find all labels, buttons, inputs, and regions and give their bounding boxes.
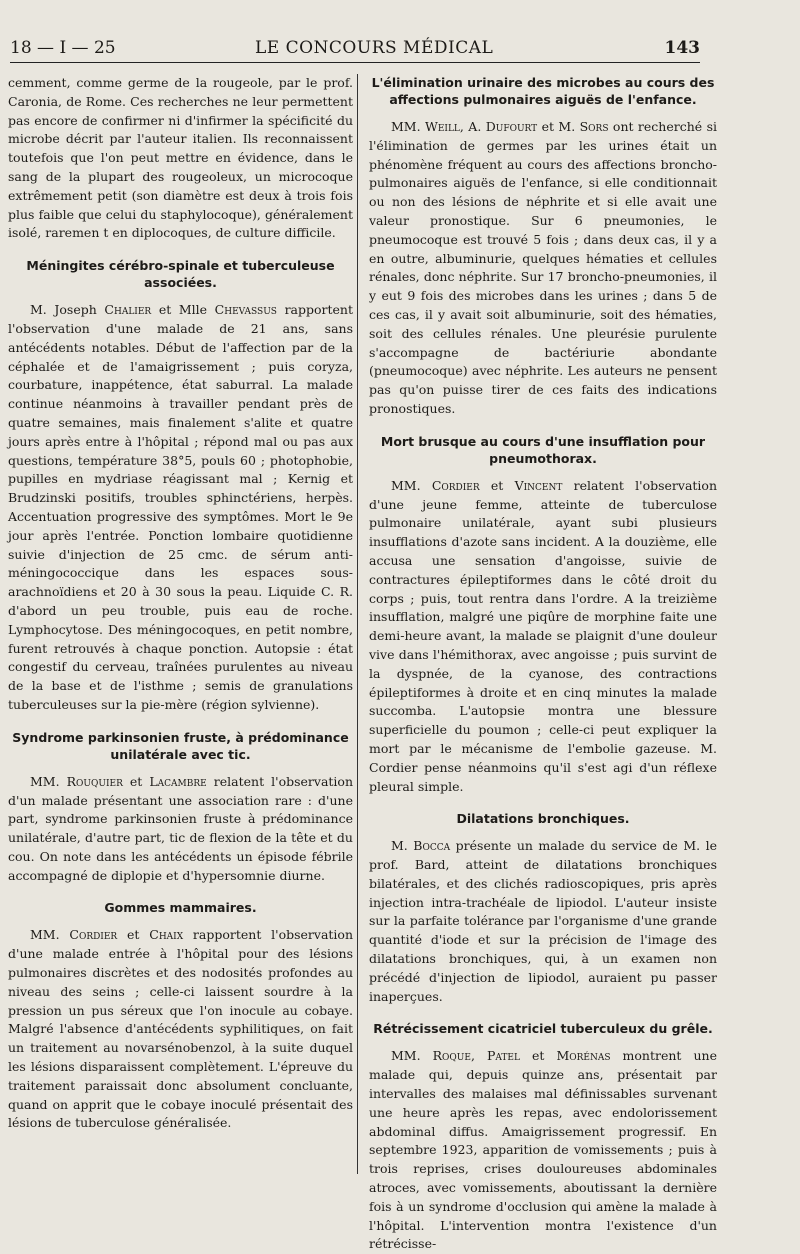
- author-name: Patel: [486, 1048, 520, 1064]
- authors-joiner: et: [519, 1048, 557, 1064]
- author-name: Lacambre: [149, 773, 207, 789]
- authors-joiner: ,: [470, 1048, 487, 1064]
- body-text: rapportent l'observation d'une malade de 21 ans, sans antécédents notables. Début de l'affection par de la céphalée et de l'amaigrissement ; puis coryza, courbature, inappétence, état saburral. La malade continue néanmoins à travailler pendant près de quatre semaines, mais finalement s'alite et quatre jours après entre à l'hôpital ; répond mal ou pas aux questions, température 38°5, pouls 60 ; photophobie, pupilles en mydriase réagissant mal ; Kernig et Brudzinski positifs, troubles sphinctériens, herpès. Accentuation progressive des symptômes. Mort le 9e jour après l'entrée. Ponction lombaire quotidienne suivie d'injection de 25 cmc. de sérum anti-méningococcique dans les espaces sous-arachnoïdiens et 20 à 30 sous la peau. Liquide C. R. d'abord un peu trouble, puis eau de roche. Lymphocytose. Des méningocoques, en petit nombre, furent retrouvés à chaque ponction. Autopsie : état congestif du cerveau, traînées purulentes au niveau de la base et de l'isthme ; semis de granulations tuberculeuses sur la pie-mère (région sylvienne).: [8, 302, 353, 712]
- section-body-retrecissement: [369, 1047, 717, 1254]
- author-name: Weill: [424, 119, 460, 134]
- author-name: Cordier: [431, 477, 480, 493]
- body-text: rapportent l'observation d'une malade entrée à l'hôpital pour des lésions pulmonaires discrètes et des nodosités profondes au niveau des seins ; celle-ci laissent sourdre à la pression un pus séreux que l'on inocule au cobaye. Malgré l'absence d'antécédents syphilitiques, on fait un traitement au novarsénobenzol, à la suite duquel les lésions disparaissent complètement. L'épreuve du traitement paraissait donc absolument concluante, quand on apprit que le cobaye inoculé présentait des lésions de tuberculose généralisée.: [8, 927, 354, 1131]
- author-name: Rouquier: [66, 773, 123, 789]
- author-name: Roque: [432, 1048, 471, 1064]
- journal-title: LE CONCOURS MÉDICAL: [255, 38, 494, 58]
- section-body-elimination: [369, 118, 717, 419]
- body-text: ont recherché si l'élimination de germes par les urines était un phénomène fréquent au cours des affections broncho-pulmonaires aiguës de l'enfance, si elle conditionnait ou non des lésions de néphrite et si elle avait une valeur pronostique. Sur 6 pneumonies, le pneumocoque est trouvé 5 fois ; dans deux cas, il y a en outre, albuminurie, quelques hématies et cellules rénales, donc néphrite. Sur 17 broncho-pneumonies, il y eut 9 fois des microbes dans les urines ; dans 5 de ces cas, il y avait soit albuminurie, soit des hématies, soit des cellules rénales. Une pleurésie purulente s'accompagne de bactériurie abondante (pneumocoque) avec néphrite. Les auteurs ne pensent pas qu'on puisse tirer de ces faits des indications pronostiques.: [369, 119, 717, 416]
- authors-prefix: MM.: [30, 927, 70, 943]
- body-text: montrent une malade qui, depuis quinze ans, présentait par intervalles des malaises mal définissables survenant une heure après les repas, avec endolorissement abdominal diffus. Amaigrissement progressif. En septembre 1923, apparition de vomissements ; puis à trois reprises, crises douloureuses abdominales atroces, avec vomissements, aboutissant la dernière fois à un syndrome d'occlusion qui amène la malade à l'hôpital. L'intervention montra l'existence d'un rétrécisse-: [369, 1048, 717, 1252]
- left-column: [8, 74, 353, 1133]
- section-title-gommes: Gommes mammaires.: [104, 900, 257, 916]
- author-name: Sors: [579, 119, 609, 134]
- column-divider: [357, 74, 358, 1174]
- section-title-meningites: Méningites cérébro-spinale et tuberculeuse associées.: [26, 258, 335, 291]
- author-name: Chaix: [149, 927, 184, 943]
- authors-joiner: et: [117, 927, 150, 943]
- section-title-dilatations: Dilatations bronchiques.: [456, 811, 630, 827]
- authors-prefix: MM.: [30, 773, 67, 789]
- authors-joiner: et M.: [537, 119, 580, 134]
- authors-joiner: et: [479, 477, 515, 493]
- section-title-parkinson: Syndrome parkinsonien fruste, à prédominance unilatérale avec tic.: [12, 729, 349, 762]
- body-text: présente un malade du service de M. le prof. Bard, atteint de dilatations bronchiques bilatérales, et des clichés radioscopiques, pris après injection intra-trachéale de lipiodol. L'auteur insiste sur la parfaite tolérance par l'organisme d'une grande quantité d'iode et sur la précision de l'image des dilatations bronchiques, qui, à un examen non précédé d'injection de lipiodol, auraient pu passer inaperçues.: [369, 838, 717, 1004]
- body-text: relatent l'observation d'une jeune femme, atteinte de tuberculose pulmonaire unilatérale, ayant subi plusieurs insufflations d'azote sans incident. A la douzième, elle accusa une sensation d'angoisse, suivie de contractures épileptiformes dans le côté droit du corps ; puis, tout rentra dans l'ordre. A la treizième insufflation, malgré une piqûre de morphine faite une demi-heure avant, la malade se plaignit d'une douleur vive dans l'hémithorax, avec angoisse ; puis survint de la dyspnée, de la cyanose, des contractions épileptiformes à droite et en cinq minutes la malade succomba. L'autopsie montra une blessure superficielle du poumon ; celle-ci peut expliquer la mort par le mécanisme de l'embolie gazeuse. M. Cordier pense néanmoins qu'il s'est agi d'un réflexe pleural simple.: [369, 477, 718, 794]
- page-header: [10, 34, 700, 63]
- section-title-mort: Mort brusque au cours d'une insufflation pour pneumothorax.: [380, 433, 706, 466]
- author-name: Dufourt: [485, 119, 538, 134]
- authors-joiner: et: [122, 773, 150, 789]
- page-number: 143: [664, 38, 700, 58]
- author-name: Chevassus: [214, 302, 277, 318]
- section-body-dilatations: [369, 837, 717, 1006]
- section-body-meningites: [8, 301, 353, 715]
- section-title-retrecissement: Rétrécissement cicatriciel tuberculeux du grêle.: [373, 1021, 713, 1037]
- right-column: [369, 74, 717, 1254]
- intro-paragraph: cemment, comme germe de la rougeole, par le prof. Caronia, de Rome. Ces recherches ne leur permettent pas encore de confirmer ni d'infirmer la spécificité du microbe décrit par l'auteur italien. Ils reconnaissent toutefois que l'on peut mettre en évidence, dans le sang de la plupart des rougeoleux, un microcoque extrêmement petit (son diamètre est deux à trois fois plus faible que celui du staphylocoque), généralement isolé, raremen t en diplocoques, de culture difficile.: [8, 75, 353, 241]
- authors-joiner: et Mlle: [151, 302, 215, 318]
- section-body-gommes: [8, 926, 353, 1133]
- body-text: relatent l'observation d'un malade présentant une association rare : d'une part, syndrome parkinsonien fruste à prédominance unilatérale, d'autre part, tic de flexion de la tête et du cou. On note dans les antécédents un épisode fébrile accompagné de diplopie et d'hypersomnie diurne.: [8, 773, 354, 883]
- authors-prefix: M.: [391, 838, 414, 854]
- author-name: Bocca: [413, 838, 451, 854]
- section-body-parkinson: [8, 773, 353, 886]
- section-title-elimination: L'élimination urinaire des microbes au cours des affections pulmonaires aiguës de l'enfance.: [371, 75, 715, 107]
- authors-prefix: MM.: [391, 477, 432, 493]
- author-name: Chalier: [104, 302, 152, 318]
- author-name: Morénas: [556, 1048, 611, 1064]
- issue-date: 18 — I — 25: [10, 38, 116, 58]
- author-name: Cordier: [69, 927, 118, 943]
- author-name: Vincent: [514, 477, 563, 493]
- authors-joiner: , A.: [459, 119, 486, 134]
- authors-prefix: MM.: [391, 119, 425, 134]
- authors-prefix: M. Joseph: [30, 302, 105, 318]
- section-body-mort: [369, 477, 717, 797]
- authors-prefix: MM.: [391, 1048, 433, 1064]
